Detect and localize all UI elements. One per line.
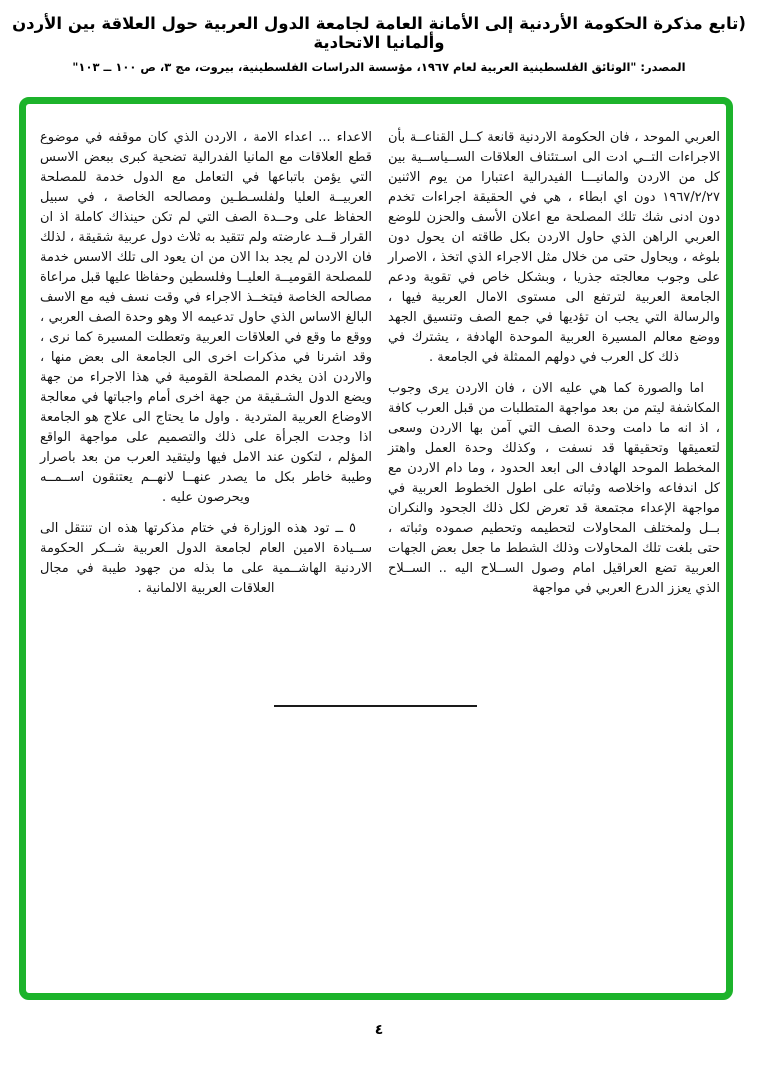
page-number: ٤ <box>374 1022 384 1038</box>
memo-paragraph-left-1: الاعداء ... اعداء الامة ، الاردن الذي كان موقفه في موضوع قطع العلاقات مع المانيا الفدرالية تضحية كبرى ببعض الاسس التي يؤمن باتباعها في التعامل مع الدول خدمة للمصلحة العربيــة العليا ولفلسـطـين ومصالحه الخاصة ، في سبيل الحفاظ على وحــدة الصف التي لم تكن حينذاك كاملة اذ ان القرار قــد عارضته ولم تتقيد به ثلاث دول عربية شقيقة ، لذلك فان الاردن لم يجد بدا الان من ان يعود الى تلك الاسس خدمة للمصلحة القوميــة العليــا وفلسطين وحفاظا عليها قبل مراعاة مصالحه الخاصة فيتخــذ الاجراء في وقت نسف فيه مع الاسف البالغ الاساس الذي حاول تدعيمه الا وهو وحدة الصف العربي ، ووقع ما وقع في العلاقات العربية وتعطلت المسيرة كما نرى ، وقد اشرنا في مذكرات اخرى الى الجامعة الى بعض منها ، والاردن اذن يخدم المصلحة القومية في هذا الاجراء من جهة ويضع الدول الشـقيقة من جهة اخرى أمام واجباتها في معالجة الاوضاع العربية المتردية . واول ما يحتاج الى علاج هو الجامعة اذا وجدت الجرأة على ذلك والتصميم على مواجهة الواقع المؤلم ، لتكون عند الامل فيها وليتقيد العرب من بعد باصرار وطيبة خاطر بكل ما يصدر عنهــا لانهــم يعتنقون اســمــه ويحرصون عليه . <box>40 130 372 505</box>
memo-paragraph-left-2: ٥ ــ تود هذه الوزارة في ختام مذكرتها هذه ان تنتقل الى ســيادة الامين العام لجامعة الدول العربية شــكر الحكومة الاردنية الهاشــمية على ما بذله من جهود طيبة في مجال العلاقات العربية الالمانية . <box>40 521 372 596</box>
left-text-column <box>40 128 372 599</box>
two-column-text <box>26 104 726 599</box>
right-text-column <box>388 128 720 599</box>
source-citation: المصدر: "الوثائق الفلسطينية العربية لعام ١٩٦٧، مؤسسة الدراسات الفلسطينية، بيروت، مج ٣، ص ١٠٠ ــ ١٠٣" <box>72 60 686 74</box>
memo-paragraph-right-2: اما والصورة كما هي عليه الان ، فان الاردن يرى وجوب المكاشفة ليتم من بعد مواجهة المتطلبات من قبل العرب كافة ، اذ انه ما دامت وحدة الصف التي آمن بها الاردن وسعى لتعميقها وتحقيقها قد نسفت ، وكذلك وحدة العمل واهتز المخطط الموحد الهادف الى ابعد الحدود ، وما دام الاردن مع كل اندفاعه واخلاصه وثباته على اطول الخطوط العربية في مواجهة الإعداء مجتمعة قد تعرض لكل ذلك الجحود والنكران بــل ولمختلف المحاولات لتحطيمه وتحطيم صموده وثباته ، حتى بلغت تلك المحاولات وذلك الشطط ما جعل بعض الجهات العربية تضع العراقيل امام وصول الســلاح اليه .. الســلاح الذي يعزز الدرع العربي في مواجهة <box>388 381 720 596</box>
memo-paragraph-right-1: العربي الموحد ، فان الحكومة الاردنية قانعة كــل القناعــة بأن الاجراءات التــي ادت الى اسـتئناف العلاقات الســياســية بين كل من الاردن والمانيـــا الفيدرالية اعتبارا من يوم الاثنين ١٩٦٧/٢/٢٧ دون اي ابطاء ، هي في الحقيقة اجراءات تخدم دون ادنى شك تلك المصلحة مع اعلان الأسف والحزن للوضع العربي الراهن الذي حاول الاردن بكل طاقته ان يحول دون بلوغه ، ويحاول حتى من خلال مثل الاجراء الذي اتخذ ، الاصرار على وجوب معالجته جذريا ، وبشكل خاص في تقوية ودعم الجامعة العربية لترتفع الى مستوى الامال العربية فيها ، والرسالة التي يجب ان تؤديها في جمع الصف وتنسيق الجهد ووضع معالم المسيرة العربية الموحدة الهادفة ، يشترك في ذلك كل العرب في دولهم الممثلة في الجامعة . <box>388 130 720 365</box>
page-header <box>0 14 758 74</box>
end-divider-line <box>274 705 477 707</box>
memo-continuation-title: (تابع مذكرة الحكومة الأردنية إلى الأمانة العامة لجامعة الدول العربية حول العلاقة بين الأردن وألمانيا الاتحادية <box>12 14 746 52</box>
memo-text-frame <box>19 97 733 1000</box>
